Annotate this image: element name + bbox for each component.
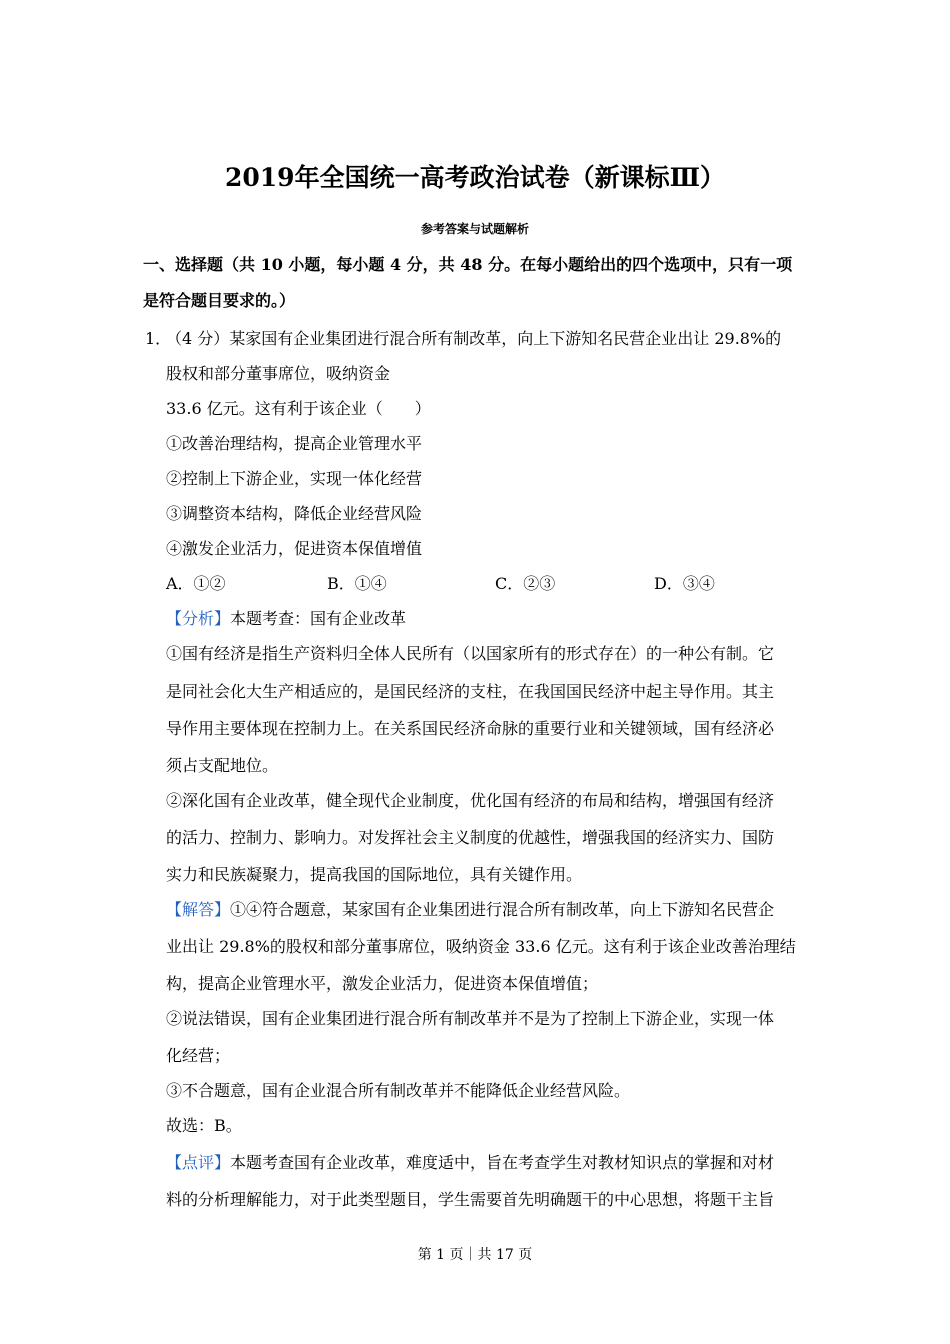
document-title: 2019年全国统一高考政治试卷（新课标Ⅲ） [224,163,726,192]
analysis-intro-line [166,606,406,629]
analysis-line: 的活力、控制力、影响力。对发挥社会主义制度的优越性，增强我国的经济实力、国防 [166,828,775,847]
comment-first: 本题考查国有企业改革，难度适中，旨在考查学生对教材知识点的掌握和对材 [230,1153,775,1172]
question-stem-line-1: （4 分）某家国有企业集团进行混合所有制改革，向上下游知名民营企业出让 29.8%的 [166,329,782,348]
option-d: D．③④ [654,574,715,593]
analysis-line: 导作用主要体现在控制力上。在关系国民经济命脉的重要行业和关键领域，国有经济必 [166,719,775,738]
comment-line: 料的分析理解能力，对于此类型题目，学生需要首先明确题干的中心思想，将题干主旨 [166,1190,775,1209]
answer-line: 故选：B。 [166,1116,242,1135]
question-item: ④激发企业活力，促进资本保值增值 [166,539,423,558]
answer-line: 业出让 29.8%的股权和部分董事席位，吸纳资金 33.6 亿元。这有利于该企业改善治理结 [166,937,796,956]
question-item: ③调整资本结构，降低企业经营风险 [166,504,423,523]
answer-line: ③不合题意，国有企业混合所有制改革并不能降低企业经营风险。 [166,1081,631,1100]
answer-first: ①④符合题意，某家国有企业集团进行混合所有制改革，向上下游知名民营企 [230,900,775,919]
question-item: ②控制上下游企业，实现一体化经营 [166,469,423,488]
page-footer: 第 1 页｜共 17 页 [417,1247,533,1263]
section-heading-line-1: 一、选择题（共 10 小题，每小题 4 分，共 48 分。在每小题给出的四个选项中，只有一项 [143,255,793,274]
analysis-line: ②深化国有企业改革，健全现代企业制度，优化国有经济的布局和结构，增强国有经济 [166,791,775,810]
analysis-line: 实力和民族凝聚力，提高我国的国际地位，具有关键作用。 [166,865,583,884]
analysis-line: 须占支配地位。 [166,756,279,775]
analysis-line: 是同社会化大生产相适应的，是国民经济的支柱，在我国国民经济中起主导作用。其主 [166,682,775,701]
option-b: B．①④ [327,574,387,593]
section-heading-line-2: 是符合题目要求的。） [143,291,296,310]
question-number: 1． [145,329,172,348]
analysis-tag: 【分析】 [166,609,231,628]
comment-tag: 【点评】 [166,1153,231,1172]
analysis-intro: 本题考查：国有企业改革 [230,609,407,628]
answer-tag: 【解答】 [166,900,231,919]
question-item: ①改善治理结构，提高企业管理水平 [166,434,423,453]
option-c: C．②③ [495,574,556,593]
document-subtitle: 参考答案与试题解析 [420,222,529,236]
question-stem-line-2: 股权和部分董事席位，吸纳资金 [166,364,391,383]
question-stem-line-3: 33.6 亿元。这有利于该企业（ ） [166,399,431,418]
answer-line: 化经营； [166,1046,231,1065]
answer-line: ②说法错误，国有企业集团进行混合所有制改革并不是为了控制上下游企业，实现一体 [166,1009,775,1028]
comment-first-line [166,1150,774,1173]
analysis-line: ①国有经济是指生产资料归全体人民所有（以国家所有的形式存在）的一种公有制。它 [166,644,775,663]
option-a: A．①② [166,574,226,593]
answer-first-line [166,897,774,920]
answer-line: 构，提高企业管理水平，激发企业活力，促进资本保值增值； [166,974,599,993]
